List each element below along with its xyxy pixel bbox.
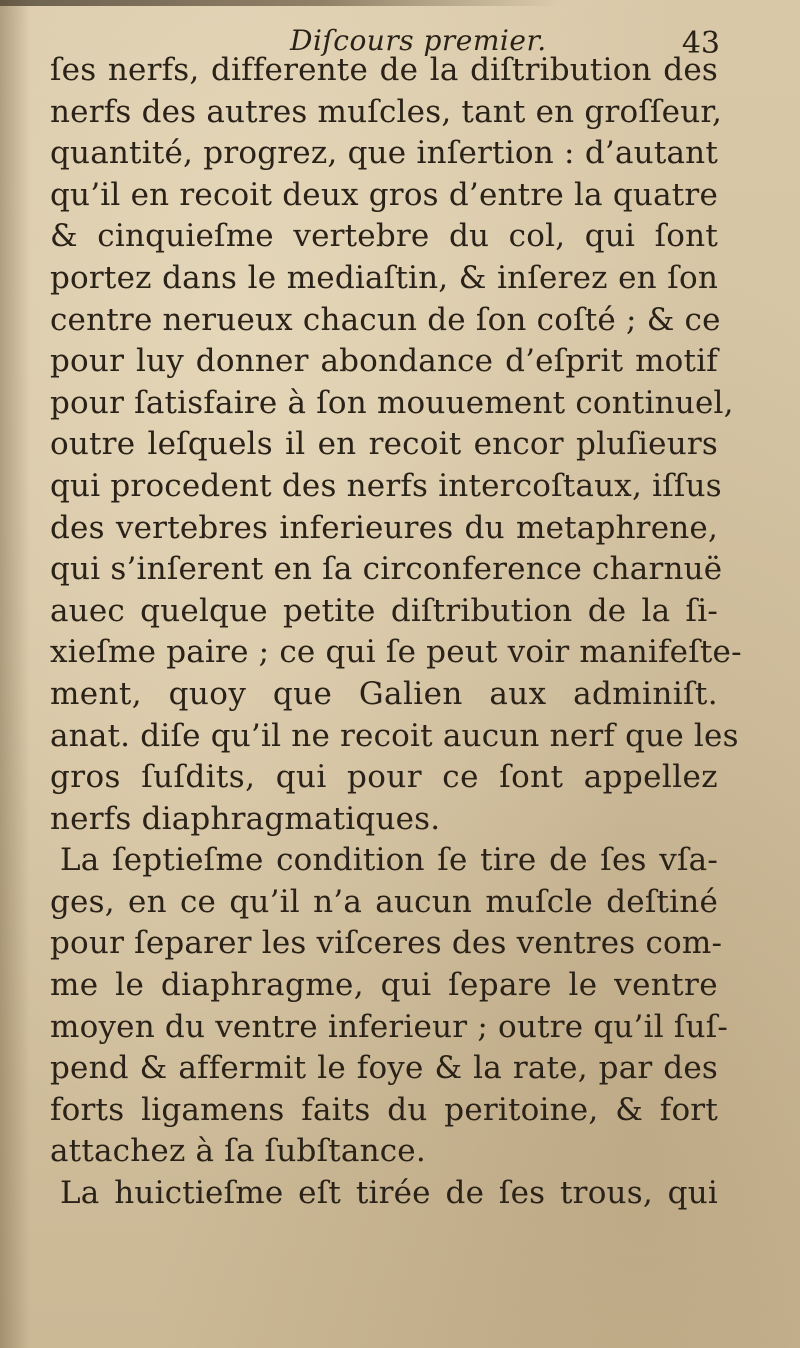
text-line: nerfs des autres muſcles, tant en groſſeur, [50, 93, 723, 130]
text-line: ges, en ce qu’il n’a aucun muſcle deſtiné [50, 883, 718, 920]
text-line: qui procedent des nerfs intercoſtaux, iſſus [50, 467, 722, 504]
text-line: auec quelque petite diſtribution de la ſi- [50, 592, 718, 629]
text-line: des vertebres inferieures du metaphrene, [50, 509, 718, 546]
running-head: Diſcours premier. [290, 24, 547, 57]
text-line: portez dans le mediaſtin, & inſerez en ſon [50, 259, 718, 296]
text-line: & cinquieſme vertebre du col, qui ſont [50, 218, 718, 255]
text-line: anat. diſe qu’il ne recoit aucun nerf que les [50, 717, 739, 754]
text-line: gros ſuſdits, qui pour ce ſont appellez [50, 759, 718, 796]
text-line: pour ſatisfaire à ſon mouuement continuel, [50, 384, 734, 421]
paragraph-first-line: La ſeptieſme condition ſe tire de ſes vſa- [60, 842, 718, 879]
page-gutter-shadow [0, 0, 30, 1348]
text-line: pour luy donner abondance d’eſprit motif [50, 343, 718, 380]
text-line: attachez à ſa ſubſtance. [50, 1133, 426, 1170]
text-line: quantité, progrez, que inſertion : d’autant [50, 135, 718, 172]
text-line: qui s’inſerent en ſa circonference charnuë [50, 551, 723, 588]
text-line: ſes nerfs, differente de la diſtribution des [50, 52, 718, 88]
page-top-edge [0, 0, 800, 6]
page-number: 43 [681, 26, 720, 61]
text-line: outre leſquels il en recoit encor pluſieurs [50, 426, 718, 463]
text-line: pend & affermit le foye & la rate, par des [50, 1050, 718, 1087]
text-line: forts ligamens faits du peritoine, & fort [50, 1091, 718, 1128]
text-line: moyen du ventre inferieur ; outre qu’il ſuſ- [50, 1008, 729, 1045]
text-line: ment, quoy que Galien aux adminiſt. [50, 675, 718, 712]
body-text [50, 50, 742, 1215]
paragraph-first-line: La huictieſme eſt tirée de ſes trous, qui [60, 1175, 718, 1212]
text-line: qu’il en recoit deux gros d’entre la quatre [50, 176, 718, 213]
text-line: pour ſeparer les viſceres des ventres com- [50, 925, 723, 962]
text-line: centre nerueux chacun de ſon coſté ; & ce [50, 301, 721, 338]
text-line: nerfs diaphragmatiques. [50, 800, 441, 837]
text-line: me le diaphragme, qui ſepare le ventre [50, 967, 718, 1004]
text-line: xieſme paire ; ce qui ſe peut voir manifeſte- [50, 634, 742, 671]
